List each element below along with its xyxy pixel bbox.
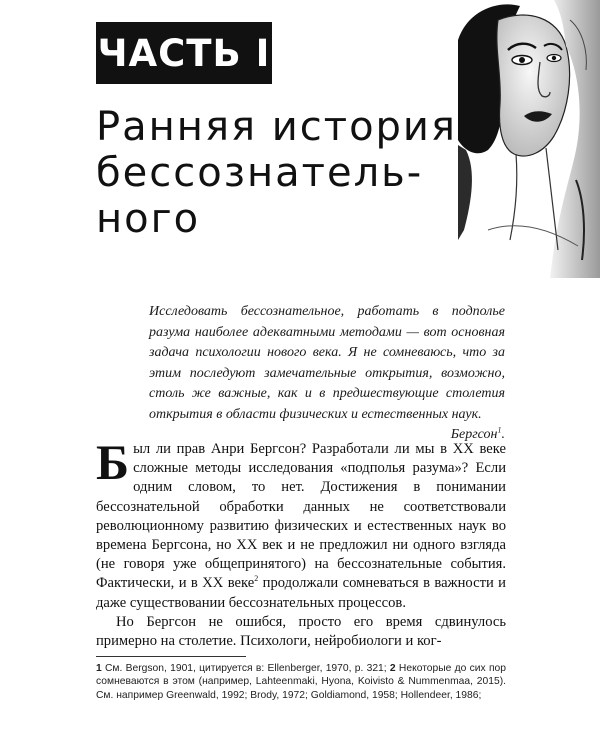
paragraph-2: Но Бергсон не ошибся, просто его время сдвинулось примерно на столетие. Психологи, нейробиологи и ког- [96, 613, 506, 650]
face-illustration [458, 0, 600, 278]
footnotes [96, 662, 506, 702]
footnote-1-number: 1 [96, 663, 102, 674]
epigraph-author-name: Бергсон [450, 427, 498, 442]
chapter-title-line-2: бессознатель- [96, 150, 424, 196]
footnote-2-text: Некоторые до сих пор сомневаются в этом (например, Lahteenmaki, Hyona, Koivisto & Nummenmaa, 2015). См. например Greenwald, 1992; Brody, 1972; Goldiamond, 1958; Hollendeer, 1986; [96, 663, 506, 701]
paragraph-1-part-b: продолжали сомневаться в важности и даже существовании бессознательных процессов. [96, 575, 506, 611]
chapter-title-line-3: ного [96, 196, 201, 242]
epigraph [149, 302, 505, 446]
epigraph-author: Бергсон$^1$. [450, 425, 505, 442]
footnote-1-text: См. Bergson, 1901, цитируется в: Ellenberger, 1970, p. 321; [101, 663, 390, 674]
part-label: ЧАСТЬ I [96, 22, 272, 84]
paragraph-1-part-a: ыл ли прав Анри Бергсон? Разработали ли мы в XX веке сложные методы исследования «подполья разума»? Если одним словом, то нет. Достижения в понимании бессознательной обработки данных не соответствовали революционному развитию физических и естественных наук во времена Бергсона, но XX век и не предложил ни одного взгляда (не говоря уже общепринятого) на бессознательные события. Фактически, и в XX веке [96, 441, 506, 592]
epigraph-quote: Исследовать бессознательное, работать в подполье разума наиболее адекватными методами — вот основная задача психологии нового века. Я не сомневаюсь, что за этим последуют замечательные открытия, возможно, столь же важные, как и в предшествующие столетия открытия в области физических и естественных наук. [149, 304, 505, 422]
chapter-title [96, 104, 457, 242]
body-text [96, 434, 506, 651]
footnote-ref-2: 2 [254, 574, 259, 584]
paragraph-1 [96, 434, 506, 613]
footnote-2-number: 2 [389, 663, 396, 674]
chapter-title-line-1: Ранняя история [96, 104, 457, 150]
drop-cap: Б [96, 434, 130, 490]
footnote-ref-1: 1 [497, 425, 502, 435]
footnote-divider [96, 656, 246, 657]
